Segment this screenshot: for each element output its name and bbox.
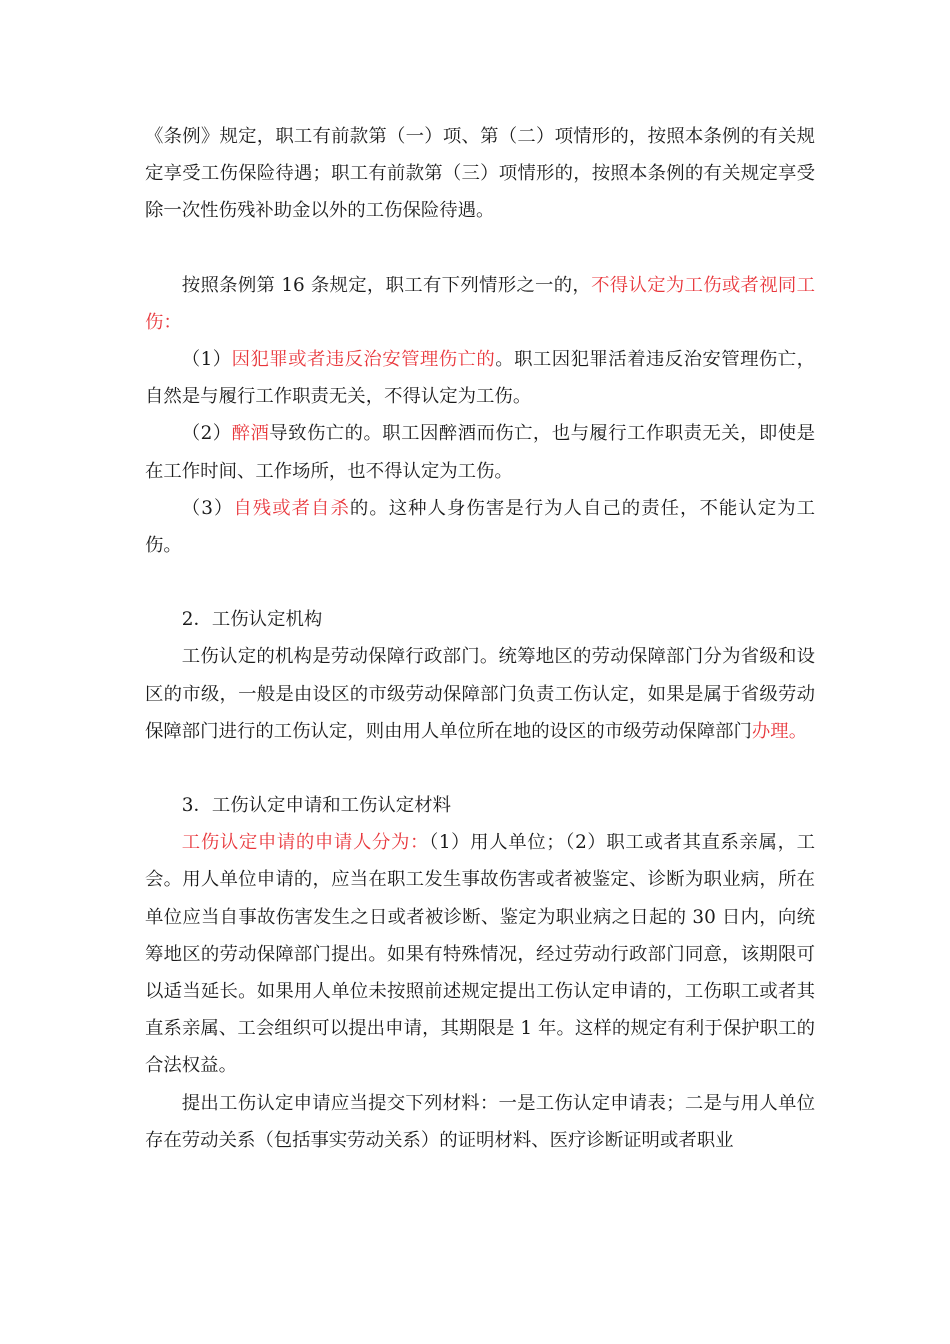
highlighted-text: 因犯罪或者违反治安管理伤亡的	[231, 349, 496, 371]
text-run: （2）	[181, 423, 232, 445]
body-paragraph	[145, 638, 815, 750]
paragraph-spacer	[145, 564, 815, 601]
highlighted-text: 工伤认定申请的申请人分为：	[181, 832, 430, 854]
text-run: 按照条例第 16 条规定，职工有下列情形之一的，	[181, 274, 592, 296]
text-run: （3）	[181, 497, 234, 519]
text-run: 导致伤亡的。职工因醉酒而伤亡，也与履行工作职责无关，即使是在工作时间、工作场所，也不得认定为工伤。	[145, 423, 815, 482]
body-paragraph	[145, 267, 815, 341]
body-paragraph	[145, 490, 815, 564]
body-paragraph	[145, 341, 815, 415]
section-heading	[145, 601, 815, 638]
paragraph-spacer	[145, 230, 815, 267]
body-paragraph	[145, 415, 815, 489]
body-paragraph	[145, 824, 815, 1084]
body-paragraph	[145, 1085, 815, 1159]
body-paragraph	[145, 118, 815, 230]
text-run: （1）	[181, 349, 232, 371]
text-run: 3．工伤认定申请和工伤认定材料	[181, 795, 451, 817]
text-run: 《条例》规定，职工有前款第（一）项、第（二）项情形的，按照本条例的有关规定享受工伤保险待遇；职工有前款第（三）项情形的，按照本条例的有关规定享受除一次性伤残补助金以外的工伤保险待遇。	[145, 126, 815, 222]
section-heading	[145, 787, 815, 824]
paragraph-spacer	[145, 750, 815, 787]
text-run: （1）用人单位；（2）职工或者其直系亲属，工会。用人单位申请的，应当在职工发生事故伤害或者被鉴定、诊断为职业病，所在单位应当自事故伤害发生之日或者被诊断、鉴定为职业病之日起的 30 日内，向统筹地区的劳动保障部门提出。如果有特殊情况，经过劳动行政部门同意，该期限可以适当延长。如果用人单位未按照前述规定提出工伤认定申请的，工伤职工或者其直系亲属、工会组织可以提出申请，其期限是 1 年。这样的规定有利于保护职工的合法权益。	[145, 832, 815, 1077]
text-run: 提出工伤认定申请应当提交下列材料：一是工伤认定申请表；二是与用人单位存在劳动关系（包括事实劳动关系）的证明材料、医疗诊断证明或者职业	[145, 1092, 815, 1151]
text-run: 。职工因犯罪活着违反治安管理伤亡，自然是与履行工作职责无关，不得认定为工伤。	[145, 349, 815, 408]
highlighted-text: 不得认定为工伤或者视同工伤：	[145, 274, 815, 333]
text-run: 2．工伤认定机构	[181, 609, 323, 631]
highlighted-text: 醉酒	[231, 423, 270, 445]
text-run: 工伤认定的机构是劳动保障行政部门。统筹地区的劳动保障部门分为省级和设区的市级，一般是由设区的市级劳动保障部门负责工伤认定，如果是属于省级劳动保障部门进行的工伤认定，则由用人单位所在地的设区的市级劳动保障部门	[145, 646, 815, 742]
highlighted-text: 办理。	[751, 720, 808, 742]
text-run: 的。这种人身伤害是行为人自己的责任，不能认定为工伤。	[145, 497, 815, 557]
highlighted-text: 自残或者自杀	[233, 497, 350, 519]
document-page	[145, 118, 815, 1159]
